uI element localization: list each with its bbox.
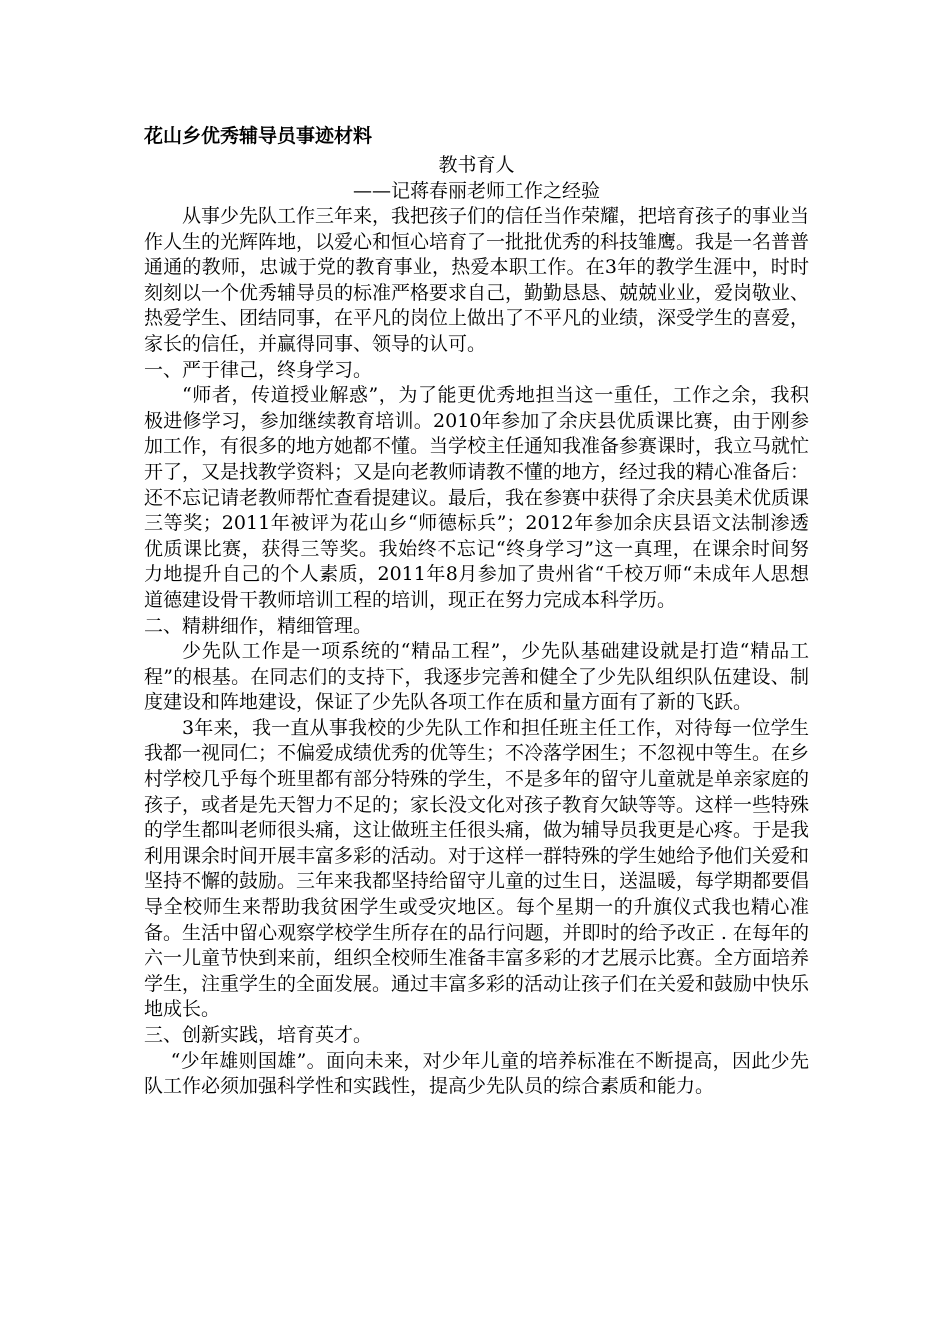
document-title: 花山乡优秀辅导员事迹材料 [144,125,373,147]
document-subtitle-2: ——记蒋春丽老师工作之经验 [352,180,600,202]
intro-paragraph: 从事少先队工作三年来，我把孩子们的信任当作荣耀，把培育孩子的事业当作人生的光辉阵地，以爱心和恒心培育了一批批优秀的科技雏鹰。我是一名普普通通的教师，忠诚于党的教育事业，热爱本职工作。在3年的教学生涯中，时时刻刻以一个优秀辅导员的标准严格要求自己，勤勤恳恳、兢兢业业，爱岗敬业、热爱学生、团结同事，在平凡的岗位上做出了不平凡的业绩，深受学生的喜爱，家长的信任，并赢得同事、领导的认可。 [144,205,810,355]
section-3-paragraph: “少年雄则国雄”。面向未来，对少年儿童的培养标准在不断提高，因此少先队工作必须加强科学性和实践性，提高少先队员的综合素质和能力。 [144,1049,809,1098]
section-2-paragraph-1: 少先队工作是一项系统的“精品工程”，少先队基础建设就是打造“精品工程”的根基。在同志们的支持下，我逐步完善和健全了少先队组织队伍建设、制度建设和阵地建设，保证了少先队各项工作在质和量方面有了新的飞跃。 [144,640,809,714]
document-page [144,120,809,1100]
section-1-paragraph: “师者，传道授业解惑”，为了能更优秀地担当这一重任，工作之余，我积极进修学习，参加继续教育培训。2010年参加了余庆县优质课比赛，由于刚参加工作，有很多的地方她都不懂。当学校主任通知我准备参赛课时，我立马就忙开了，又是找教学资料；又是向老教师请教不懂的地方，经过我的精心准备后：还不忘记请老教师帮忙查看提建议。最后，我在参赛中获得了余庆县美术优质课三等奖；2011年被评为花山乡“师德标兵”；2012年参加余庆县语文法制渗透优质课比赛，获得三等奖。我始终不忘记“终身学习”这一真理，在课余时间努力地提升自己的个人素质，2011年8月参加了贵州省“千校万师“未成年人思想道德建设骨干教师培训工程的培训，现正在努力完成本科学历。 [144,384,810,611]
document-subtitle: 教书育人 [438,154,515,176]
section-3-heading: 三、创新实践，培育英才。 [144,1024,373,1046]
section-2-paragraph-2: 3年来，我一直从事我校的少先队工作和担任班主任工作，对待每一位学生我都一视同仁；不偏爱成绩优秀的优等生；不冷落学困生；不忽视中等生。在乡村学校几乎每个班里都有部分特殊的学生，不是多年的留守儿童就是单亲家庭的孩子，或者是先天智力不足的；家长没文化对孩子教育欠缺等等。这样一些特殊的学生都叫老师很头痛，这让做班主任很头痛，做为辅导员我更是心疼。于是我利用课余时间开展丰富多彩的活动。对于这样一群特殊的学生她给予他们关爱和坚持不懈的鼓励。三年来我都坚持给留守儿童的过生日，送温暖，每学期都要倡导全校师生来帮助我贫困学生或受灾地区。每个星期一的升旗仪式我也精心准备。生活中留心观察学校学生所存在的品行问题，并即时的给予改正 . 在每年的六一儿童节快到来前，组织全校师生准备丰富多彩的才艺展示比赛。全方面培养学生，注重学生的全面发展。通过丰富多彩的活动让孩子们在关爱和鼓励中快乐地成长。 [144,716,810,1021]
section-1-heading: 一、严于律己，终身学习。 [144,358,373,381]
section-2-heading: 二、精耕细作，精细管理。 [144,614,373,637]
